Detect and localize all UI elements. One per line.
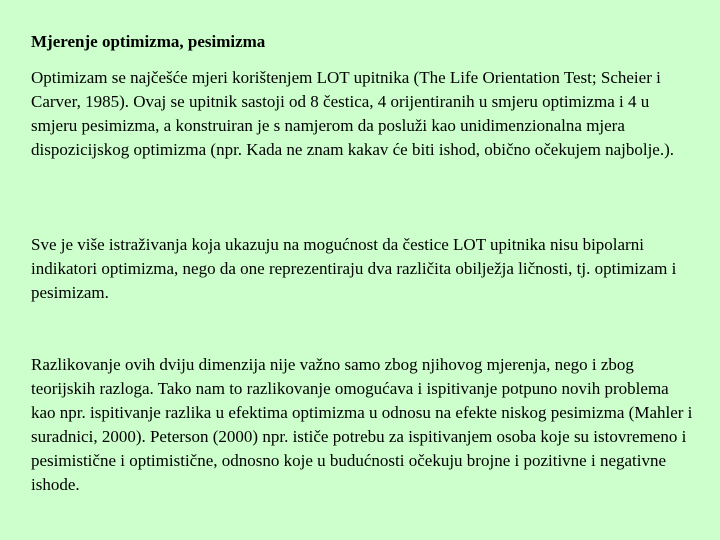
slide-title: Mjerenje optimizma, pesimizma: [31, 32, 266, 51]
paragraph-lot-measurement: Optimizam se najčešće mjeri korištenjem LOT upitnika (The Life Orientation Test; Scheier i Carver, 1985). Ovaj se upitnik sastoji od 8 čestica, 4 orijentiranih u smjeru optimizma i 4 u smjeru pesimizma, a konstruiran je s namjerom da posluži kao unidimenzionalna mjera dispozicijskog optimizma (npr. Kada ne znam kakav će biti ishod, obično očekujem najbolje.).: [31, 68, 674, 159]
paragraph-theoretical-reasons: Razlikovanje ovih dviju dimenzija nije važno samo zbog njihovog mjerenja, nego i zbog teorijskih razloga. Tako nam to razlikovanje omogućava i ispitivanje potpuno novih problema kao npr. ispitivanje razlika u efektima optimizma u odnosu na efekte niskog pesimizma (Mahler i suradnici, 2000). Peterson (2000) npr. ističe potrebu za ispitivanjem osoba koje su istovremeno i pesimistične i optimistične, odnosno koje u budućnosti očekuju brojne i pozitivne i negativne ishode.: [31, 355, 693, 494]
paragraph-bipolar-indicators: Sve je više istraživanja koja ukazuju na mogućnost da čestice LOT upitnika nisu bipolarni indikatori optimizma, nego da one reprezentiraju dva različita obilježja ličnosti, tj. optimizam i pesimizam.: [31, 235, 677, 302]
